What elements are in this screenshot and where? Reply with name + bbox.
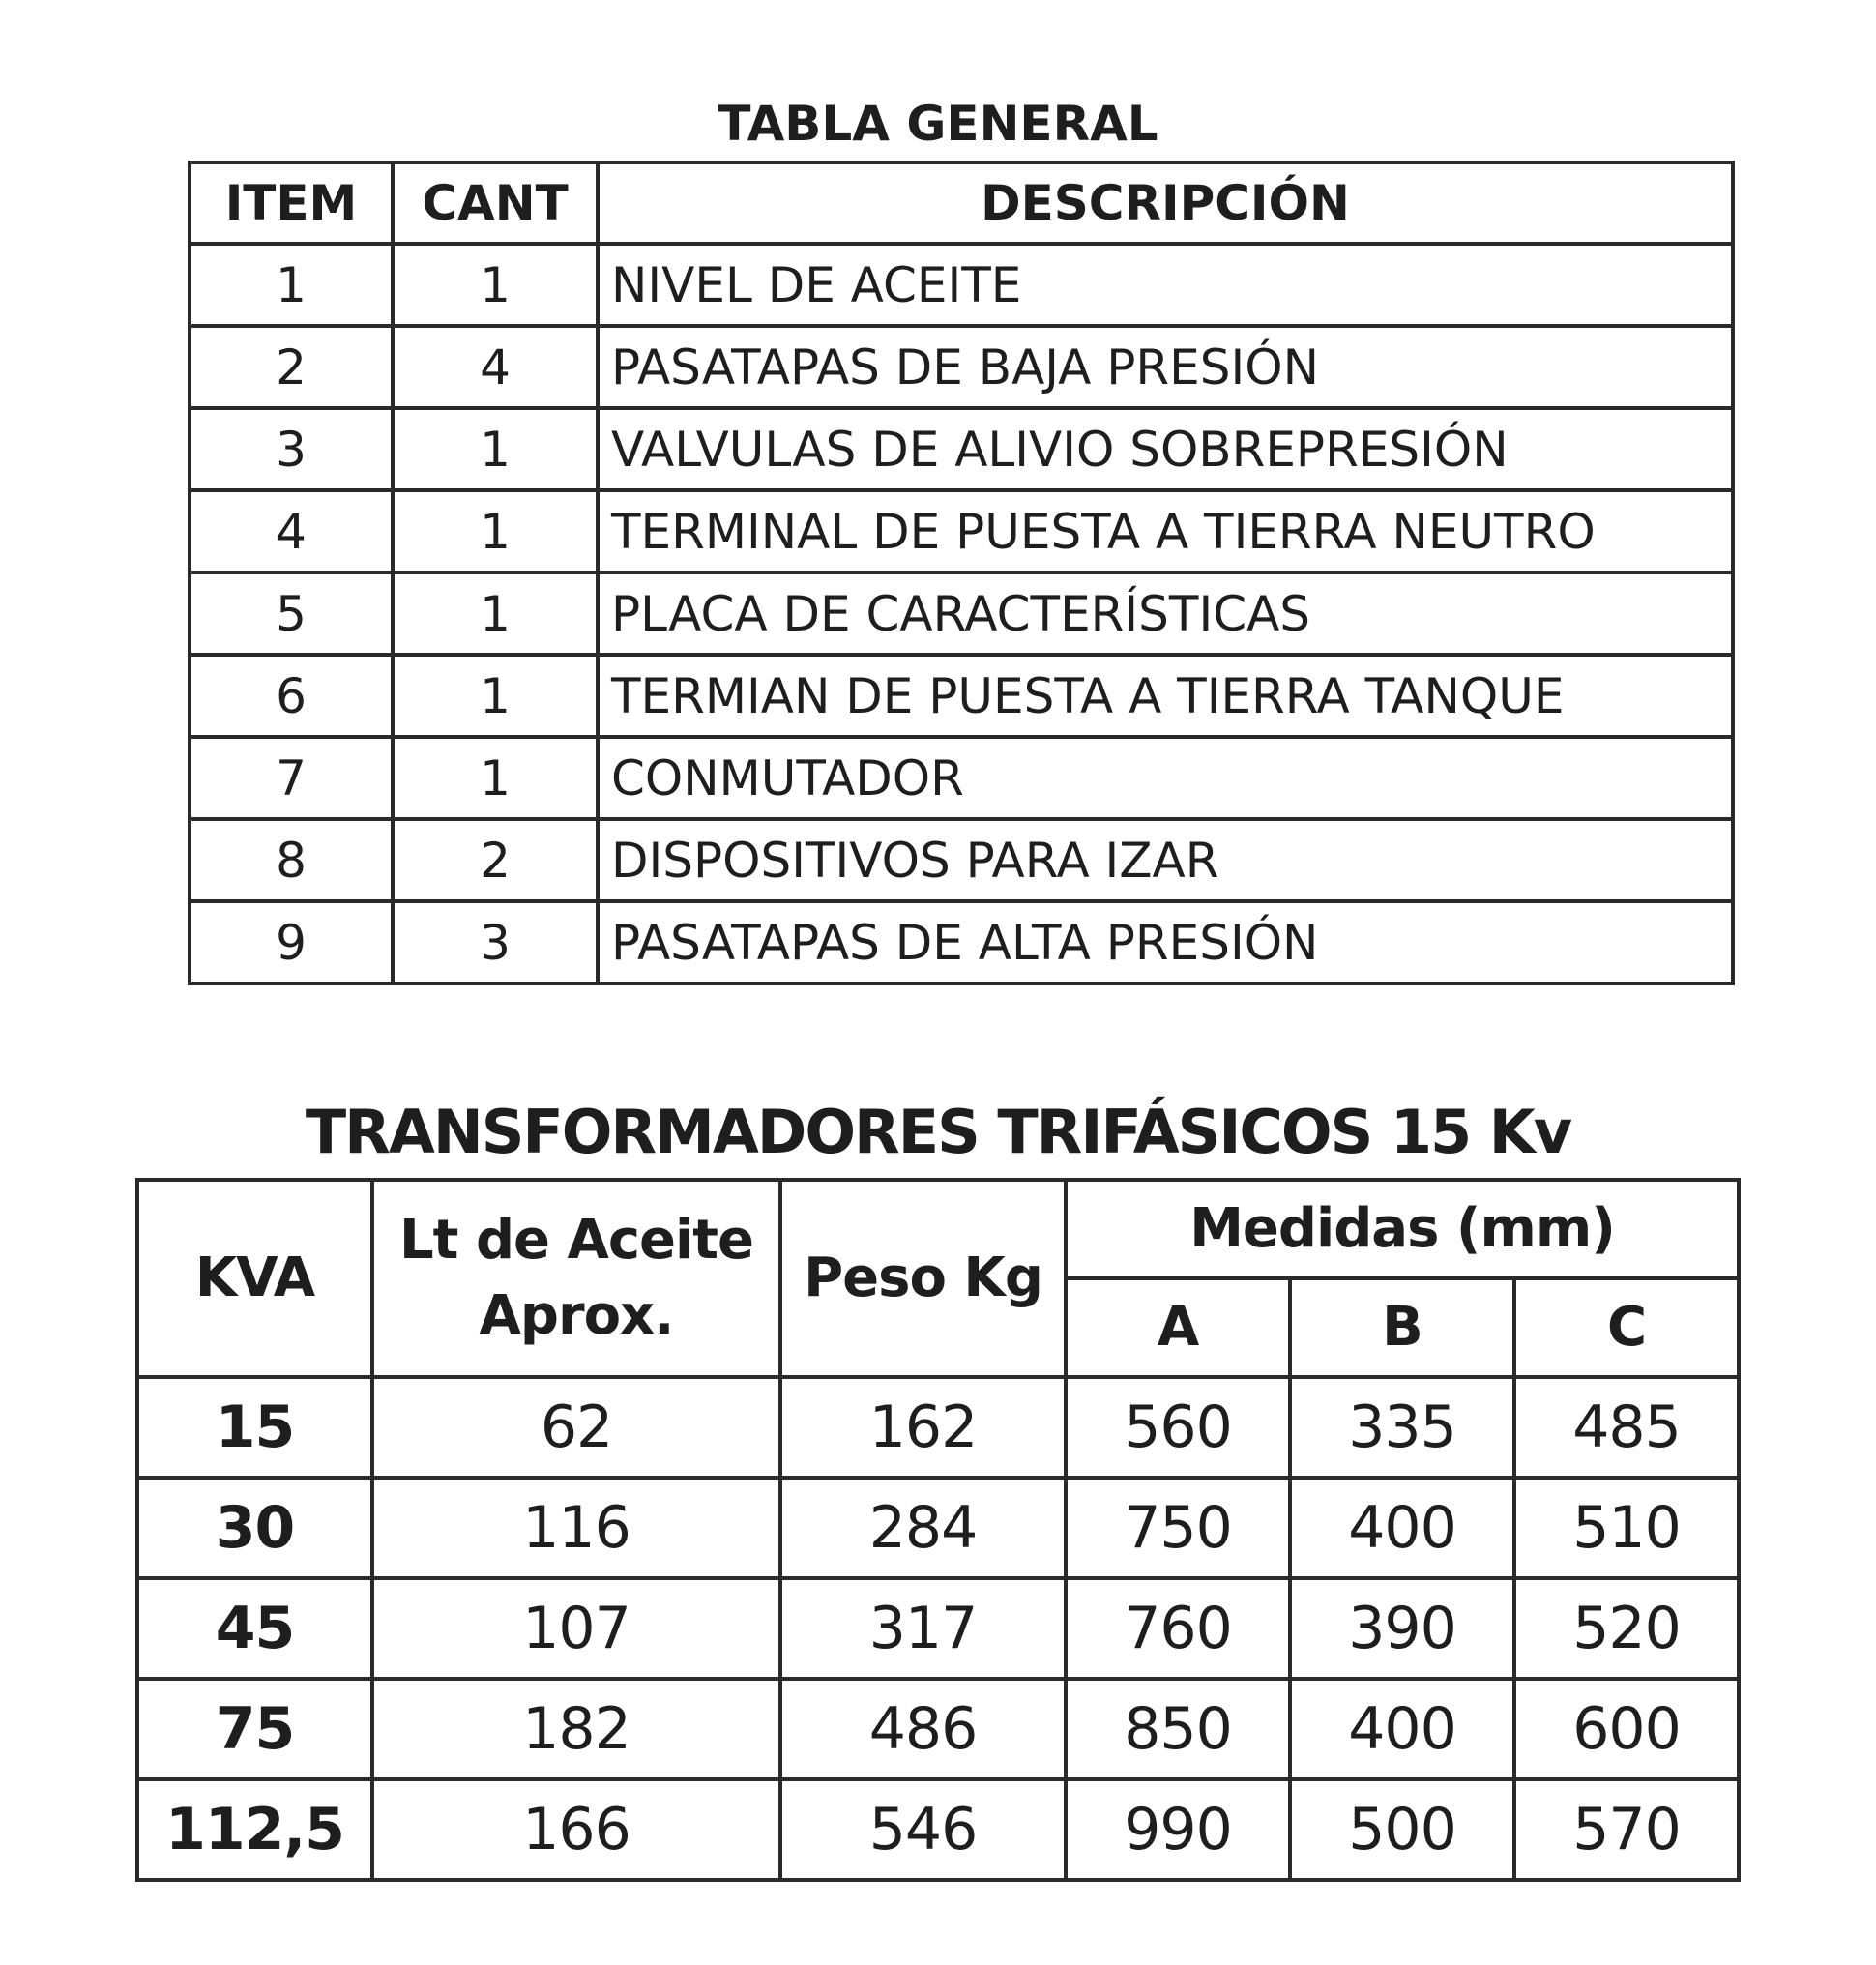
table-row [137,1679,1739,1779]
item-cell: 3 [190,408,393,490]
header-item: ITEM [190,162,393,244]
peso-cell: 284 [780,1478,1066,1578]
table-row [137,1578,1739,1679]
cant-cell: 1 [393,737,598,819]
header-lt-aceite [372,1180,780,1377]
aceite-cell: 116 [372,1478,780,1578]
medida-c-cell: 520 [1514,1578,1739,1679]
header-descripcion: DESCRIPCIÓN [598,162,1733,244]
kva-cell: 75 [137,1679,372,1779]
header-kva: KVA [137,1180,372,1377]
table-row [190,490,1733,572]
table-row [190,901,1733,983]
medida-b-cell: 500 [1290,1779,1514,1880]
header-lt-aceite-line1: Lt de Aceite [399,1208,753,1272]
peso-cell: 162 [780,1377,1066,1478]
table-row [137,1377,1739,1478]
kva-cell: 45 [137,1578,372,1679]
descripcion-cell: CONMUTADOR [598,737,1733,819]
medida-b-cell: 390 [1290,1578,1514,1679]
descripcion-cell: VALVULAS DE ALIVIO SOBREPRESIÓN [598,408,1733,490]
descripcion-cell: DISPOSITIVOS PARA IZAR [598,819,1733,901]
table-row [190,244,1733,326]
item-cell: 1 [190,244,393,326]
header-medidas: Medidas (mm) [1066,1180,1739,1278]
descripcion-cell: TERMIAN DE PUESTA A TIERRA TANQUE [598,655,1733,737]
descripcion-cell: NIVEL DE ACEITE [598,244,1733,326]
medida-c-cell: 485 [1514,1377,1739,1478]
table-row [190,408,1733,490]
tabla-general-header-row [190,162,1733,244]
item-cell: 8 [190,819,393,901]
table-row [190,737,1733,819]
descripcion-cell: PASATAPAS DE BAJA PRESIÓN [598,326,1733,408]
peso-cell: 486 [780,1679,1066,1779]
table-row [137,1779,1739,1880]
medida-c-cell: 600 [1514,1679,1739,1779]
item-cell: 4 [190,490,393,572]
medida-a-cell: 750 [1066,1478,1290,1578]
header-lt-aceite-line2: Aprox. [479,1284,674,1347]
cant-cell: 1 [393,408,598,490]
table-row [190,572,1733,655]
tabla-general [188,161,1735,985]
transformadores-title: TRANSFORMADORES TRIFÁSICOS 15 Kv [305,1097,1571,1167]
medida-a-cell: 560 [1066,1377,1290,1478]
table-row [190,819,1733,901]
medida-a-cell: 760 [1066,1578,1290,1679]
cant-cell: 1 [393,490,598,572]
aceite-cell: 182 [372,1679,780,1779]
aceite-cell: 166 [372,1779,780,1880]
descripcion-cell: TERMINAL DE PUESTA A TIERRA NEUTRO [598,490,1733,572]
peso-cell: 546 [780,1779,1066,1880]
header-b: B [1290,1278,1514,1377]
medida-c-cell: 570 [1514,1779,1739,1880]
cant-cell: 1 [393,244,598,326]
descripcion-cell: PLACA DE CARACTERÍSTICAS [598,572,1733,655]
item-cell: 5 [190,572,393,655]
medida-c-cell: 510 [1514,1478,1739,1578]
cant-cell: 3 [393,901,598,983]
item-cell: 6 [190,655,393,737]
medida-a-cell: 850 [1066,1679,1290,1779]
cant-cell: 4 [393,326,598,408]
aceite-cell: 62 [372,1377,780,1478]
aceite-cell: 107 [372,1578,780,1679]
header-a: A [1066,1278,1290,1377]
peso-cell: 317 [780,1578,1066,1679]
cant-cell: 1 [393,572,598,655]
header-cant: CANT [393,162,598,244]
tabla-general-title: TABLA GENERAL [718,96,1158,152]
header-peso: Peso Kg [780,1180,1066,1377]
medida-b-cell: 335 [1290,1377,1514,1478]
medida-b-cell: 400 [1290,1478,1514,1578]
tabla-transformadores [135,1178,1741,1882]
header-c: C [1514,1278,1739,1377]
kva-cell: 15 [137,1377,372,1478]
cant-cell: 1 [393,655,598,737]
table-row [190,326,1733,408]
descripcion-cell: PASATAPAS DE ALTA PRESIÓN [598,901,1733,983]
table-row [190,655,1733,737]
kva-cell: 30 [137,1478,372,1578]
cant-cell: 2 [393,819,598,901]
table-row [137,1478,1739,1578]
kva-cell: 112,5 [137,1779,372,1880]
item-cell: 9 [190,901,393,983]
item-cell: 7 [190,737,393,819]
medida-b-cell: 400 [1290,1679,1514,1779]
transformadores-header-row [137,1180,1739,1278]
medida-a-cell: 990 [1066,1779,1290,1880]
item-cell: 2 [190,326,393,408]
